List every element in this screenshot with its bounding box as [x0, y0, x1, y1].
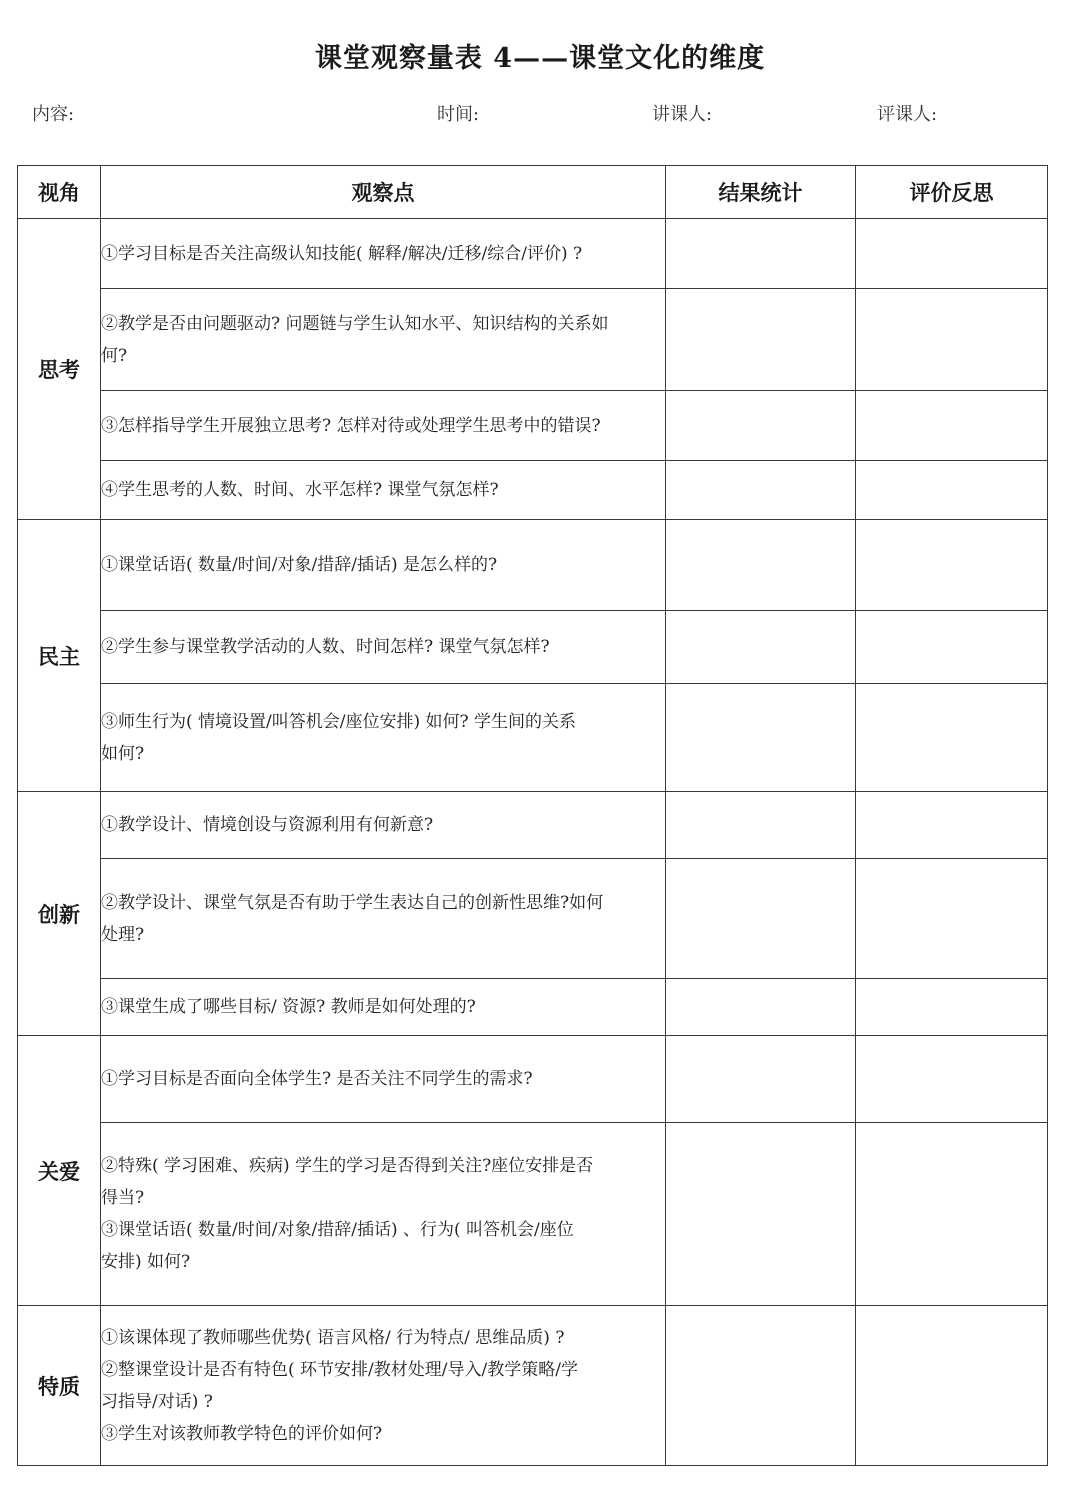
result-cell[interactable] [666, 391, 856, 461]
observation-point [101, 1123, 666, 1306]
reflection-cell[interactable] [856, 979, 1048, 1036]
point-line: 习指导/对话) ? [101, 1391, 213, 1412]
observation-point [101, 461, 666, 520]
table-row [18, 391, 1048, 461]
reviewer-field-label: 评课人: [877, 104, 938, 125]
result-cell[interactable] [666, 684, 856, 792]
point-line: ①学习目标是否面向全体学生? 是否关注不同学生的需求? [101, 1069, 533, 1089]
reflection-cell[interactable] [856, 684, 1048, 792]
point-line: ②学生参与课堂教学活动的人数、时间怎样? 课堂气氛怎样? [101, 637, 550, 657]
table-row [18, 1306, 1048, 1466]
table-row [18, 611, 1048, 684]
point-line: ③学生对该教师教学特色的评价如何? [101, 1423, 383, 1444]
observation-point [101, 289, 666, 391]
observation-point [101, 684, 666, 792]
observation-point [101, 611, 666, 684]
observation-point [101, 979, 666, 1036]
page-title: 课堂观察量表 4——课堂文化的维度 [314, 43, 766, 74]
table-row [18, 219, 1048, 289]
observation-point [101, 1306, 666, 1466]
result-cell[interactable] [666, 461, 856, 520]
dimension-innovation: 创新 [18, 792, 101, 1036]
point-line: ③师生行为( 情境设置/叫答机会/座位安排) 如何? 学生间的关系 [101, 711, 577, 732]
table-row [18, 1036, 1048, 1123]
point-line: ②教学设计、课堂气氛是否有助于学生表达自己的创新性思维?如何 [101, 892, 604, 913]
result-cell[interactable] [666, 520, 856, 611]
observation-point [101, 859, 666, 979]
dimension-thinking: 思考 [18, 219, 101, 520]
table-row [18, 979, 1048, 1036]
header-perspective: 视角 [18, 166, 101, 219]
point-line: 安排) 如何? [101, 1252, 191, 1272]
dimension-care: 关爱 [18, 1036, 101, 1306]
observation-point [101, 219, 666, 289]
reflection-cell[interactable] [856, 859, 1048, 979]
point-line: ①教学设计、情境创设与资源利用有何新意? [101, 815, 434, 835]
observation-table [17, 165, 1048, 1466]
point-line: ②教学是否由问题驱动? 问题链与学生认知水平、知识结构的关系如 [101, 313, 609, 334]
reflection-cell[interactable] [856, 1036, 1048, 1123]
table-row [18, 289, 1048, 391]
header-evaluation-reflection: 评价反思 [856, 166, 1048, 219]
point-line: 处理? [101, 924, 145, 945]
point-line: ②整课堂设计是否有特色( 环节安排/教材处理/导入/教学策略/学 [101, 1359, 578, 1380]
time-field-label: 时间: [437, 104, 480, 125]
dimension-trait: 特质 [18, 1306, 101, 1466]
lecturer-field-label: 讲课人: [652, 104, 713, 125]
reflection-cell[interactable] [856, 219, 1048, 289]
point-line: ②特殊( 学习困难、疾病) 学生的学习是否得到关注?座位安排是否 [101, 1156, 594, 1176]
result-cell[interactable] [666, 979, 856, 1036]
result-cell[interactable] [666, 219, 856, 289]
observation-point [101, 1036, 666, 1123]
dimension-democracy: 民主 [18, 520, 101, 792]
observation-point [101, 520, 666, 611]
observation-point [101, 792, 666, 859]
content-field-label: 内容: [32, 104, 75, 125]
table-row [18, 1123, 1048, 1306]
point-line: ③怎样指导学生开展独立思考? 怎样对待或处理学生思考中的错误? [101, 415, 601, 436]
reflection-cell[interactable] [856, 1123, 1048, 1306]
header-observation-point: 观察点 [101, 166, 666, 219]
point-line: 如何? [101, 743, 145, 764]
point-line: 何? [101, 345, 128, 366]
reflection-cell[interactable] [856, 520, 1048, 611]
reflection-cell[interactable] [856, 1306, 1048, 1466]
result-cell[interactable] [666, 611, 856, 684]
reflection-cell[interactable] [856, 289, 1048, 391]
reflection-cell[interactable] [856, 792, 1048, 859]
header-result-statistics: 结果统计 [666, 166, 856, 219]
point-line: ①学习目标是否关注高级认知技能( 解释/解决/迁移/综合/评价) ? [101, 243, 583, 264]
reflection-cell[interactable] [856, 391, 1048, 461]
point-line: ③课堂话语( 数量/时间/对象/措辞/插话) 、行为( 叫答机会/座位 [101, 1220, 574, 1240]
table-row [18, 461, 1048, 520]
point-line: 得当? [101, 1188, 145, 1208]
point-line: ①课堂话语( 数量/时间/对象/措辞/插话) 是怎么样的? [101, 555, 498, 575]
table-row [18, 792, 1048, 859]
result-cell[interactable] [666, 859, 856, 979]
observation-point [101, 391, 666, 461]
table-header-row [18, 166, 1048, 219]
reflection-cell[interactable] [856, 611, 1048, 684]
reflection-cell[interactable] [856, 461, 1048, 520]
result-cell[interactable] [666, 1036, 856, 1123]
result-cell[interactable] [666, 289, 856, 391]
result-cell[interactable] [666, 1123, 856, 1306]
result-cell[interactable] [666, 1306, 856, 1466]
point-line: ④学生思考的人数、时间、水平怎样? 课堂气氛怎样? [101, 480, 499, 500]
table-row [18, 859, 1048, 979]
result-cell[interactable] [666, 792, 856, 859]
table-row [18, 684, 1048, 792]
table-row [18, 520, 1048, 611]
point-line: ③课堂生成了哪些目标/ 资源? 教师是如何处理的? [101, 997, 476, 1017]
point-line: ①该课体现了教师哪些优势( 语言风格/ 行为特点/ 思维品质) ? [101, 1327, 565, 1348]
